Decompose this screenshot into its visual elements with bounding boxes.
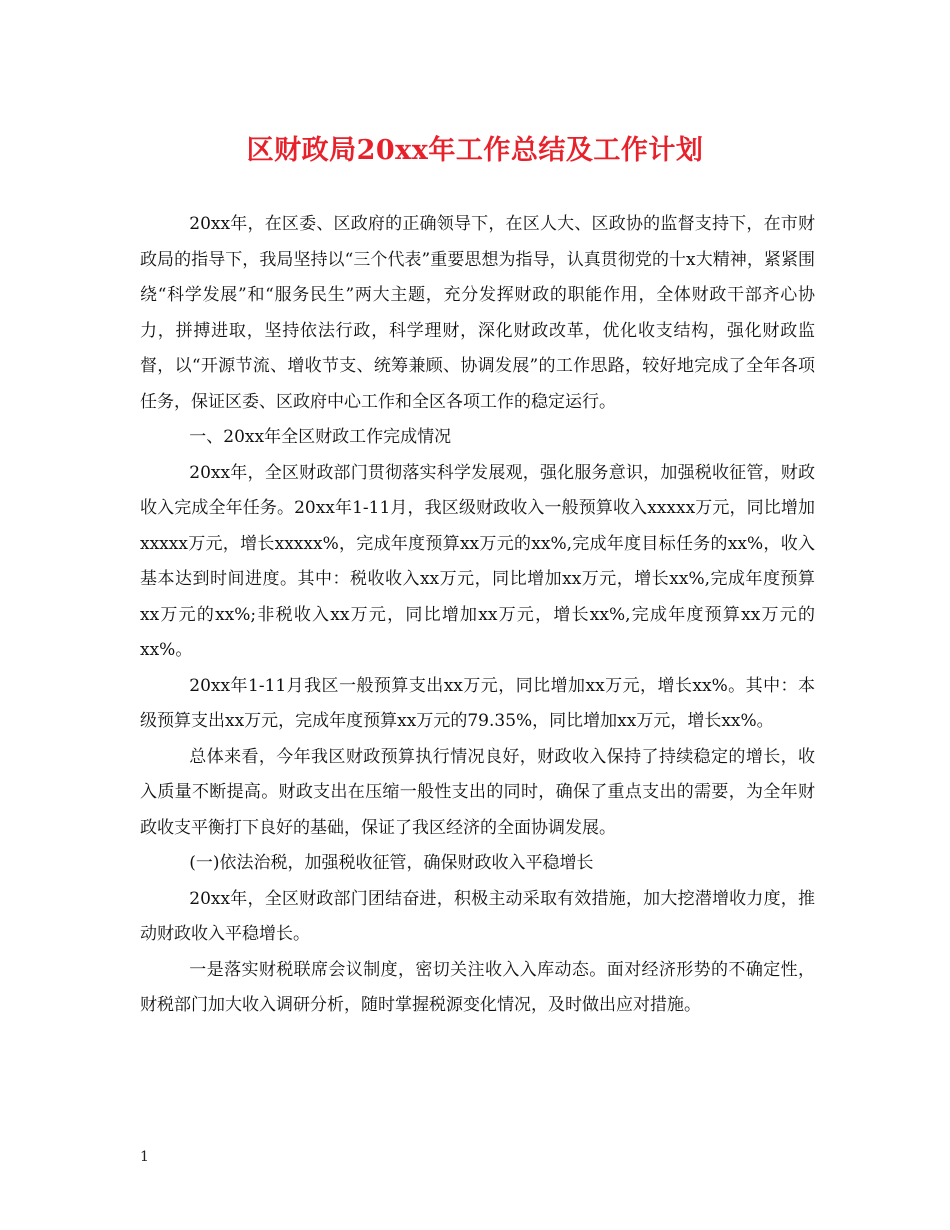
page-title: 区财政局20xx年工作总结及工作计划	[246, 135, 704, 166]
paragraph-revenue: 20xx年，全区财政部门贯彻落实科学发展观，强化服务意识，加强税收征管，财政收入完成全年任务。20xx年1-11月，我区级财政收入一般预算收入xxxxx万元，同比增加xxxxx万元，增长xxxxx%，完成年度预算xx万元的xx%,完成年度目标任务的xx%，收入基本达到时间进度。其中：税收收入xx万元，同比增加xx万元，增长xx%,完成年度预算xx万元的xx%;非税收入xx万元，同比增加xx万元，增长xx%,完成年度预算xx万元的xx%。	[140, 462, 815, 660]
document-body	[140, 207, 815, 1024]
section-heading-1: 一、20xx年全区财政工作完成情况	[189, 427, 452, 447]
paragraph-joint-meeting: 一是落实财税联席会议制度，密切关注收入入库动态。面对经济形势的不确定性，财税部门加大收入调研分析，随时掌握税源变化情况，及时做出应对措施。	[140, 959, 815, 1015]
paragraph-summary: 总体来看，今年我区财政预算执行情况良好，财政收入保持了持续稳定的增长，收入质量不断提高。财政支出在压缩一般性支出的同时，确保了重点支出的需要，为全年财政收支平衡打下良好的基础，保证了我区经济的全面协调发展。	[140, 746, 815, 838]
page-number: 1	[140, 1149, 149, 1165]
paragraph-tax-effort: 20xx年，全区财政部门团结奋进，积极主动采取有效措施，加大挖潜增收力度，推动财政收入平稳增长。	[140, 888, 815, 944]
paragraph-expenditure: 20xx年1-11月我区一般预算支出xx万元，同比增加xx万元，增长xx%。其中：本级预算支出xx万元，完成年度预算xx万元的79.35%，同比增加xx万元，增长xx%。	[140, 675, 815, 731]
paragraph-intro: 20xx年，在区委、区政府的正确领导下，在区人大、区政协的监督支持下，在市财政局的指导下，我局坚持以“三个代表”重要思想为指导，认真贯彻党的十x大精神，紧紧围绕“科学发展”和“服务民生”两大主题，充分发挥财政的职能作用，全体财政干部齐心协力，拼搏进取，坚持依法行政，科学理财，深化财政改革，优化收支结构，强化财政监督，以“开源节流、增收节支、统筹兼顾、协调发展”的工作思路，较好地完成了全年各项任务，保证区委、区政府中心工作和全区各项工作的稳定运行。	[140, 214, 815, 412]
subsection-heading-1: (一)依法治税，加强税收征管，确保财政收入平稳增长	[189, 853, 594, 873]
